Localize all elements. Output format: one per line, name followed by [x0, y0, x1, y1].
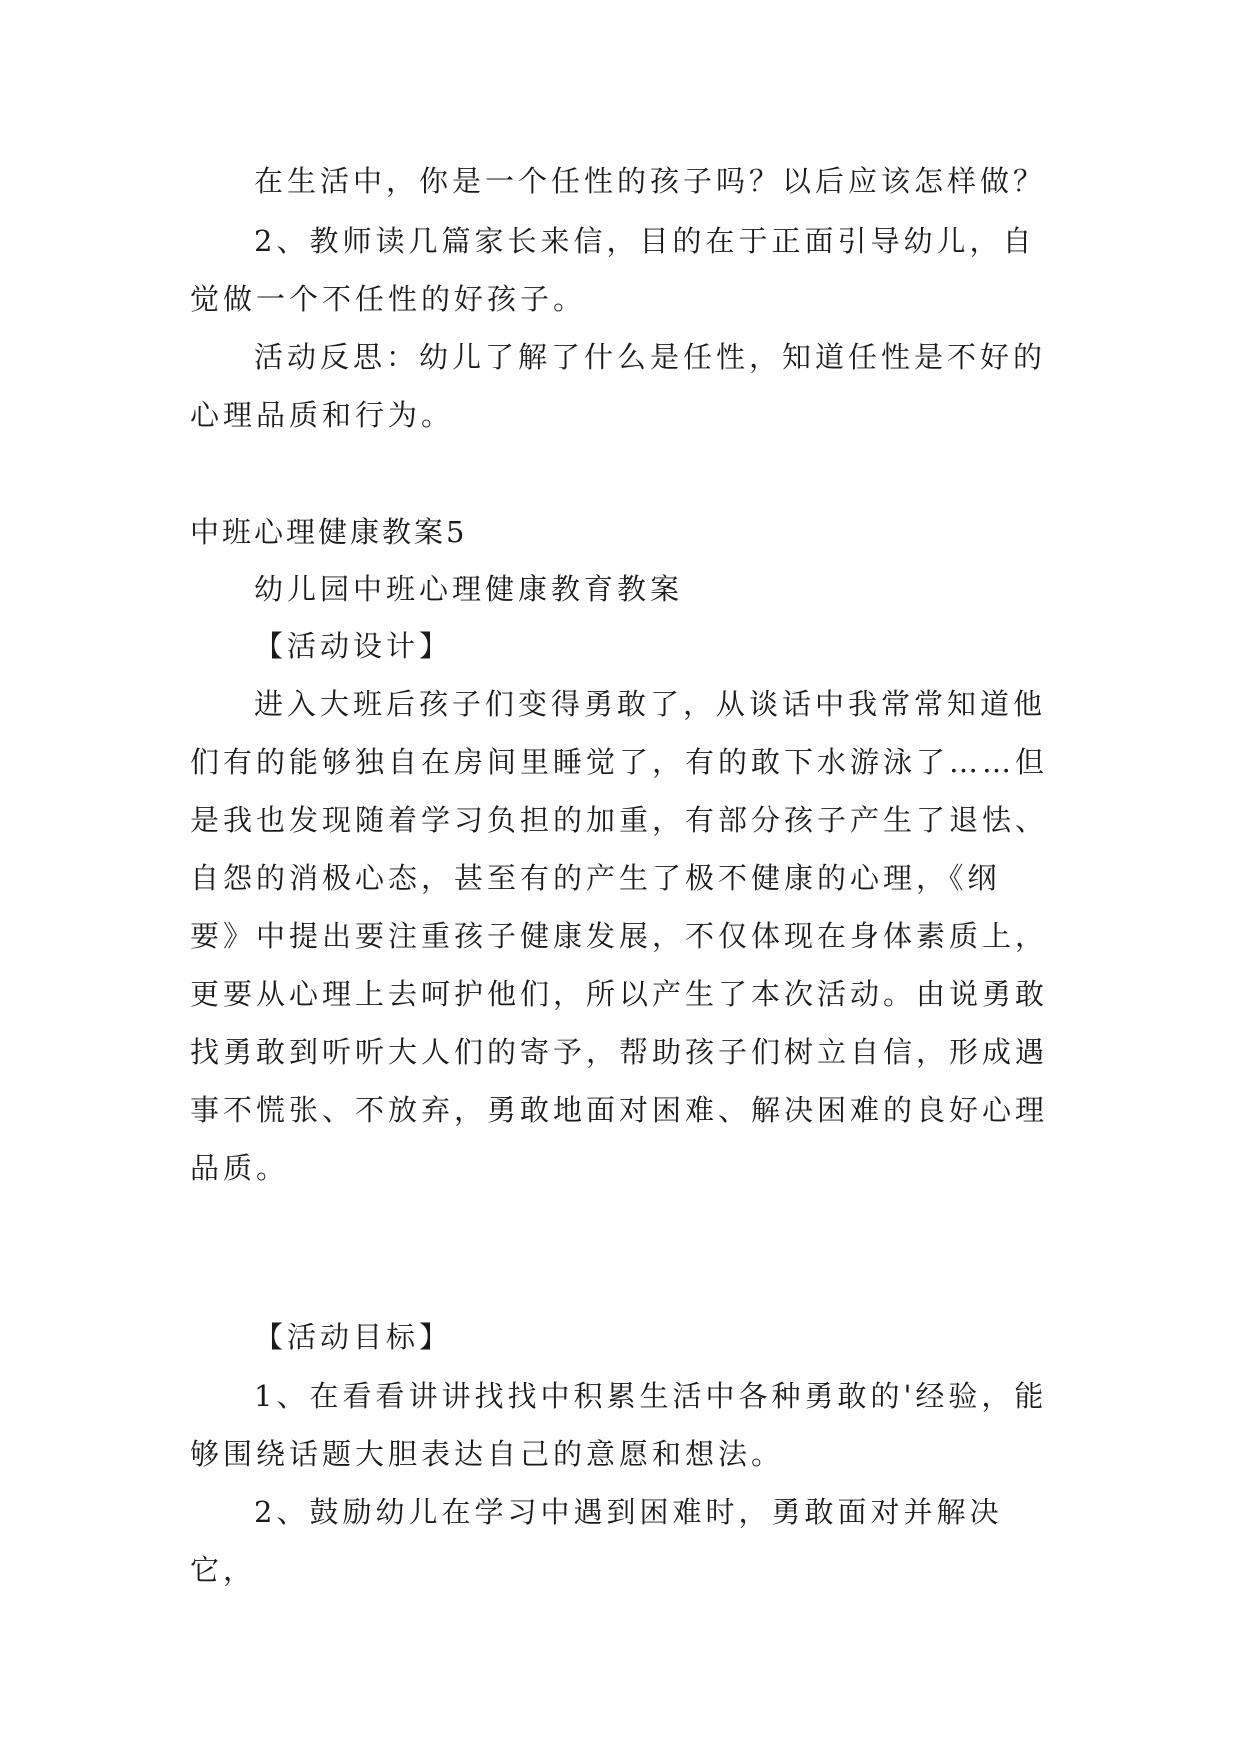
activity-goals-heading: 【活动目标】 — [254, 1320, 453, 1354]
paragraph-question: 在生活中，你是一个任性的孩子吗？以后应该怎样做？ — [254, 164, 1047, 198]
activity-design-body: 进入大班后孩子们变得勇敢了，从谈话中我常常知道他们有的能够独自在房间里睡觉了，有的敢下水游泳了……但是我也发现随着学习负担的加重，有部分孩子产生了退怯、自怨的消极心态，甚至有的产生了极不健康的心理，《纲要》中提出要注重孩子健康发展，不仅体现在身体素质上，更要从心理上去呵护他们，所以产生了本次活动。由说勇敢找勇敢到听听大人们的寄予，帮助孩子们树立自信，形成遇事不慌张、不放弃，勇敢地面对困难、解决困难的良好心理品质。 — [190, 687, 1049, 1185]
paragraph-reflection: 活动反思：幼儿了解了什么是任性，知道任性是不好的心理品质和行为。 — [190, 340, 1047, 432]
section-title: 中班心理健康教案5 — [190, 515, 468, 549]
goal-item-2: 2、鼓励幼儿在学习中遇到困难时，勇敢面对并解决它， — [190, 1495, 1003, 1587]
activity-design-heading: 【活动设计】 — [254, 629, 453, 663]
lesson-title: 幼儿园中班心理健康教育教案 — [254, 572, 684, 606]
goal-item-1: 1、在看看讲讲找找中积累生活中各种勇敢的'经验，能够围绕话题大胆表达自己的意愿和想法。 — [190, 1379, 1048, 1471]
paragraph-teacher-letters: 2、教师读几篇家长来信，目的在于正面引导幼儿，自觉做一个不任性的好孩子。 — [190, 224, 1036, 316]
